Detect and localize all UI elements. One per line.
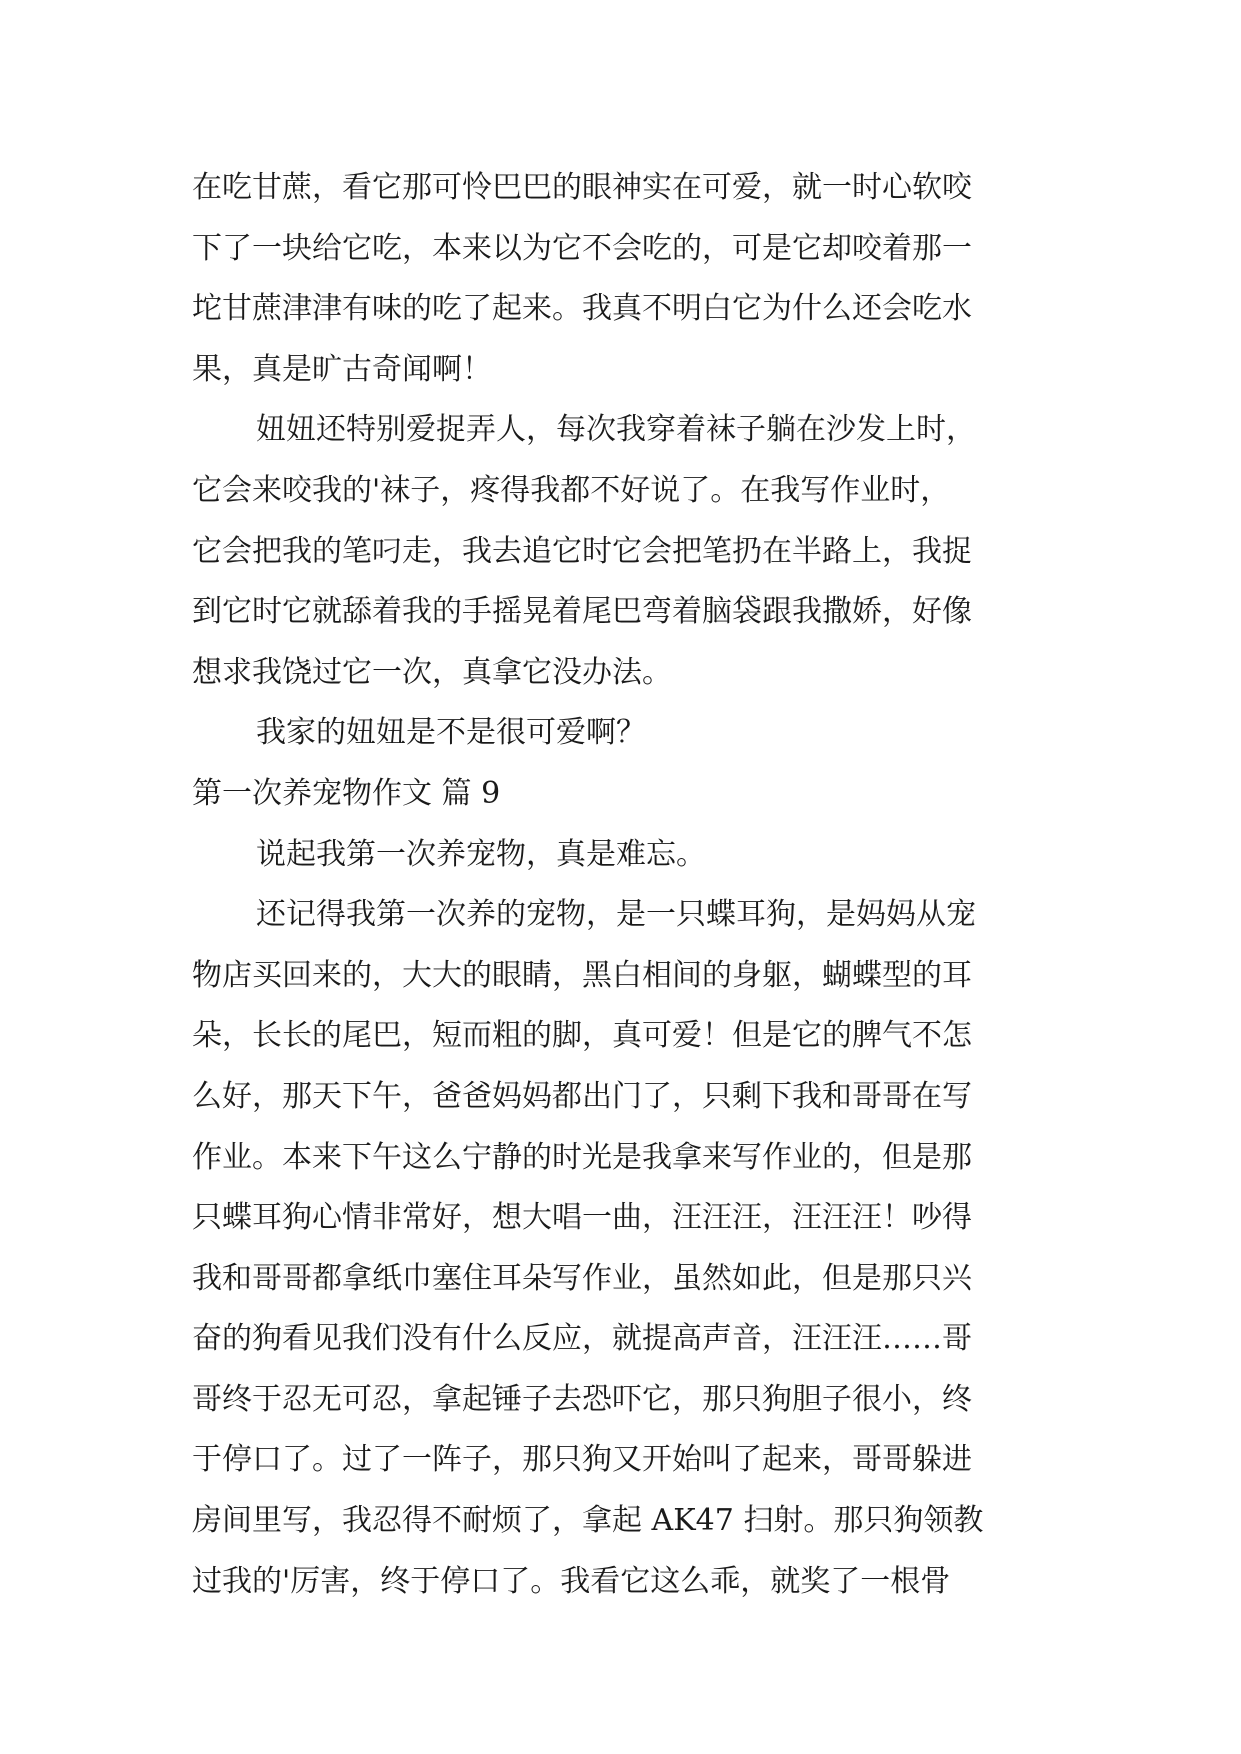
text-line: 作业。本来下午这么宁静的时光是我拿来写作业的，但是那 <box>192 1139 972 1175</box>
text-line: 于停口了。过了一阵子，那只狗又开始叫了起来，哥哥躲进 <box>192 1442 972 1478</box>
text-line: 想求我饶过它一次，真拿它没办法。 <box>192 654 672 690</box>
text-line: 它会来咬我的'袜子，疼得我都不好说了。在我写作业时， <box>192 472 951 508</box>
document-body <box>192 158 1072 1612</box>
text-line: 朵，长长的尾巴，短而粗的脚，真可爱！但是它的脾气不怎 <box>192 1018 972 1054</box>
text-line: 只蝶耳狗心情非常好，想大唱一曲，汪汪汪，汪汪汪！吵得 <box>192 1200 972 1236</box>
text-line: 下了一块给它吃，本来以为它不会吃的，可是它却咬着那一 <box>192 230 972 266</box>
text-line: 房间里写，我忍得不耐烦了，拿起 AK47 扫射。那只狗领教 <box>192 1503 984 1539</box>
text-line: 坨甘蔗津津有味的吃了起来。我真不明白它为什么还会吃水 <box>192 291 972 327</box>
text-line: 物店买回来的，大大的眼睛，黑白相间的身躯，蝴蝶型的耳 <box>192 957 972 993</box>
section-heading: 第一次养宠物作文 篇 9 <box>192 775 501 811</box>
text-line: 么好，那天下午，爸爸妈妈都出门了，只剩下我和哥哥在写 <box>192 1078 972 1114</box>
text-line: 在吃甘蔗，看它那可怜巴巴的眼神实在可爱，就一时心软咬 <box>192 170 972 205</box>
text-line: 它会把我的笔叼走，我去追它时它会把笔扔在半路上，我捉 <box>192 533 972 569</box>
paragraph-first-line: 还记得我第一次养的宠物，是一只蝶耳狗，是妈妈从宠 <box>256 897 976 933</box>
text-line: 我和哥哥都拿纸巾塞住耳朵写作业，虽然如此，但是那只兴 <box>192 1260 972 1296</box>
text-line: 奋的狗看见我们没有什么反应，就提高声音，汪汪汪……哥 <box>192 1321 972 1357</box>
paragraph-first-line: 妞妞还特别爱捉弄人，每次我穿着袜子躺在沙发上时， <box>256 412 976 448</box>
text-line: 哥终于忍无可忍，拿起锤子去恐吓它，那只狗胆子很小，终 <box>192 1381 972 1417</box>
paragraph-first-line: 说起我第一次养宠物，真是难忘。 <box>256 836 706 872</box>
text-line: 到它时它就舔着我的手摇晃着尾巴弯着脑袋跟我撒娇，好像 <box>192 594 972 630</box>
text-line: 果，真是旷古奇闻啊！ <box>192 351 492 387</box>
text-line: 过我的'厉害，终于停口了。我看它这么乖，就奖了一根骨 <box>192 1563 951 1599</box>
paragraph-first-line: 我家的妞妞是不是很可爱啊？ <box>256 715 646 751</box>
